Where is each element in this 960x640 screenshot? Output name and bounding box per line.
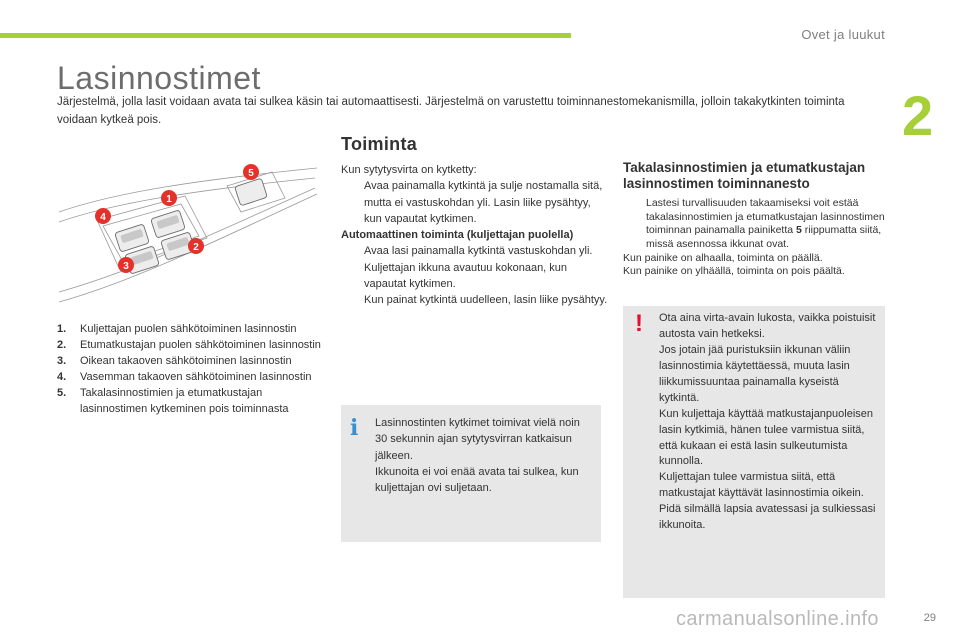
legend-number: 3. [57, 354, 67, 367]
warning-icon: ! [635, 310, 643, 337]
warning-paragraph: Jos jotain jää puristuksiin ikkunan väliin lasinnostimia käytettäessä, muuta lasin liikkumissuuntaa painamalla kyseistä kytkintä. [659, 343, 851, 404]
intro-text: Järjestelmä, jolla lasit voidaan avata tai sulkea käsin tai automaattisesti. Järjestelmä on varustettu toiminnanestomekanismilla, jolloin takakytkinten toiminta voidaan kytkeä pois. [57, 96, 845, 126]
legend-text: Takalasinnostimien ja etumatkustajan lasinnostimen kytkeminen pois toiminnasta [80, 386, 289, 415]
callout-label-5: 5 [248, 168, 254, 179]
toiminta-heading: Toiminta [341, 134, 418, 154]
watermark: carmanualsonline.info [676, 608, 879, 630]
header-accent-bar [0, 33, 571, 38]
legend-text: Etumatkustajan puolen sähkötoiminen lasinnostin [80, 338, 321, 351]
legend-item [57, 354, 327, 370]
rear-lock-on-text: Kun painike on alhaalla, toiminta on päällä. [623, 251, 823, 264]
section-label: Ovet ja luukut [801, 27, 885, 42]
toiminta-bullet-text: Avaa painamalla kytkintä ja sulje nostamalla sitä, mutta ei vastuskohdan yli. Lasin liike pysähtyy, kun vapautat kytkimen. [364, 180, 603, 225]
window-switch-illustration [57, 150, 319, 308]
warning-paragraph: Ota aina virta-avain lukosta, vaikka poistuisit autosta vain hetkeksi. [659, 312, 876, 340]
legend-item [57, 322, 327, 338]
rear-lock-section [623, 197, 893, 279]
rear-lock-text-pre: Lastesi turvallisuuden takaamiseksi voit estää takalasinnostimien ja etumatkustajan lasinnostimen toiminnan painamalla painiketta [646, 197, 885, 237]
warning-text [659, 311, 879, 534]
info-icon: i [350, 415, 359, 441]
callout-label-1: 1 [166, 194, 172, 205]
callout-label-2: 2 [193, 242, 199, 253]
toiminta-bullet [341, 243, 609, 292]
legend-item [57, 386, 327, 418]
rear-lock-heading: Takalasinnostimien ja etumatkustajan lasinnostimen toiminnanesto [623, 160, 866, 192]
legend-text: Vasemman takaoven sähkötoiminen lasinnostin [80, 370, 312, 383]
callout-label-4: 4 [100, 212, 106, 223]
toiminta-lead: Kun sytytysvirta on kytketty: [341, 164, 477, 176]
info-line: Ikkunoita ei voi enää avata tai sulkea, kun kuljettajan ovi suljetaan. [375, 465, 579, 495]
callout-label-3: 3 [123, 261, 129, 272]
warning-paragraph: Kuljettajan tulee varmistua siitä, että matkustajat käyttävät lasinnostimia oikein. [659, 471, 864, 500]
warning-paragraph: Kun kuljettaja käyttää matkustajanpuoleisen lasin kytkimiä, hänen tulee varmistua siitä, että kukaan ei estä lasin sulkeutumista kunnolla. [659, 407, 874, 468]
legend-item [57, 370, 327, 386]
toiminta-bullet [341, 178, 609, 227]
figure-legend [57, 322, 327, 418]
rear-lock-bullet-text [646, 197, 885, 250]
warning-paragraph: Pidä silmällä lapsia avatessasi ja sulkiessasi ikkunoita. [659, 503, 876, 532]
legend-number: 1. [57, 323, 67, 335]
rear-lock-bullet [623, 197, 893, 252]
button-5-ref: 5 [796, 224, 802, 237]
page-title: Lasinnostimet [57, 60, 261, 96]
toiminta-bullet [341, 292, 609, 308]
rear-lock-off-text: Kun painike on ylhäällä, toiminta on pois päältä. [623, 265, 845, 278]
legend-number: 4. [57, 370, 67, 383]
legend-text: Oikean takaoven sähkötoiminen lasinnostin [80, 354, 292, 367]
chapter-number: 2 [902, 84, 934, 147]
toiminta-bullet-text: Avaa lasi painamalla kytkintä vastuskohdan yli. Kuljettajan ikkuna avautuu kokonaan, kun vapautat kytkimen. [364, 245, 593, 290]
door-panel-drawing [57, 150, 319, 308]
warning-box [623, 306, 885, 598]
toiminta-section [341, 162, 609, 308]
rear-lock-text-post: riippumatta siitä, missä asennossa ikkunat ovat. [646, 224, 882, 250]
info-line: Lasinnostinten kytkimet toimivat vielä noin 30 sekunnin ajan sytytysvirran katkaisun jälkeen. [375, 417, 580, 462]
legend-number: 5. [57, 386, 67, 399]
toiminta-bullet-text: Kun painat kytkintä uudelleen, lasin liike pysähtyy. [364, 294, 608, 307]
legend-text: Kuljettajan puolen sähkötoiminen lasinnostin [80, 323, 297, 335]
legend-number: 2. [57, 338, 67, 351]
info-note-text [375, 415, 595, 496]
page-number: 29 [923, 612, 936, 624]
auto-heading: Automaattinen toiminta (kuljettajan puolella) [341, 229, 574, 242]
legend-item [57, 338, 327, 354]
info-note-box [341, 405, 601, 542]
